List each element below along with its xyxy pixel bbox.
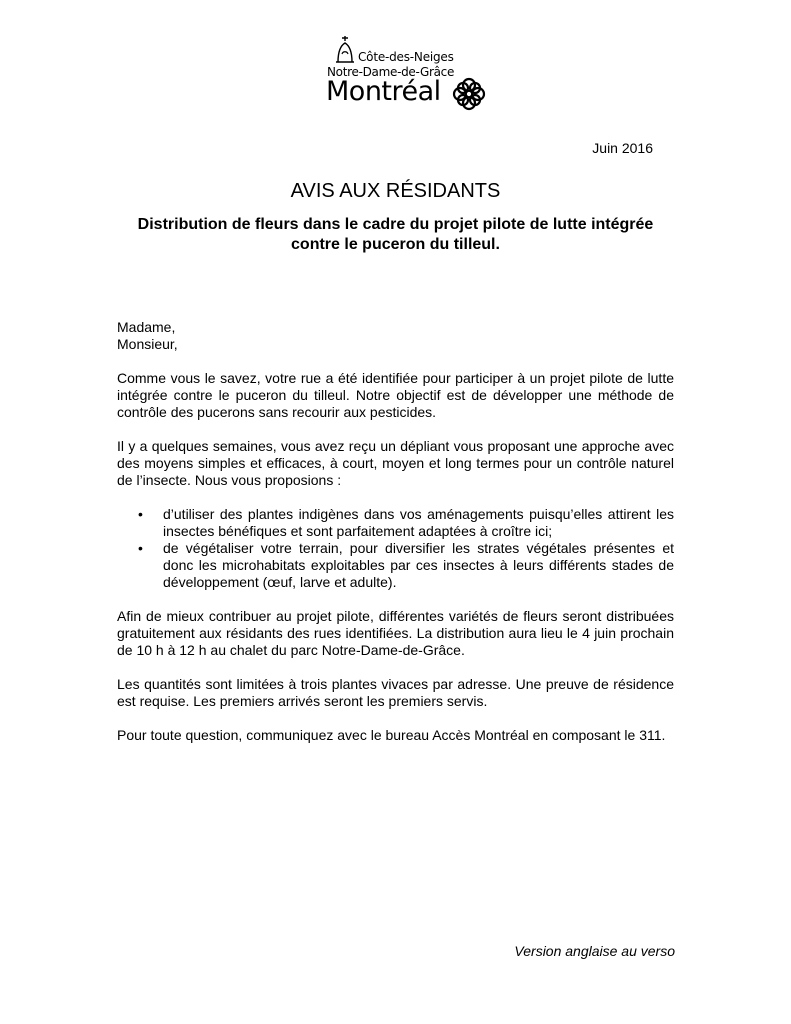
paragraph-2: Il y a quelques semaines, vous avez reçu un dépliant vous proposant une approche avec des moyens simples et efficaces, à court, moyen et long termes pour un contrôle naturel de l’insecte. Nous vous proposions :	[117, 438, 674, 488]
logo-borough-line2: Notre-Dame-de-Grâce	[327, 65, 455, 79]
greeting-line-2: Monsieur,	[117, 336, 178, 352]
list-item-text: d’utiliser des plantes indigènes dans vos aménagements puisqu’elles attirent les insectes bénéfiques et sont parfaitement adaptées à croître ici;	[163, 506, 674, 539]
page-title: AVIS AUX RÉSIDANTS	[290, 180, 501, 202]
greeting	[117, 319, 674, 353]
letter-body	[117, 319, 674, 761]
logo-city-name: Montréal	[326, 76, 441, 107]
list-item	[138, 506, 674, 540]
bullet-glyph: •	[138, 540, 143, 556]
paragraph-4: Les quantités sont limitées à trois plantes vivaces par adresse. Une preuve de résidence est requise. Les premiers arrivés seront les premiers servis.	[117, 676, 674, 709]
logo-borough-line1: Côte-des-Neiges	[358, 50, 454, 64]
page-subtitle: Distribution de fleurs dans le cadre du projet pilote de lutte intégrée contre le puceron du tilleul.	[137, 216, 654, 253]
paragraph-3: Afin de mieux contribuer au projet pilote, différentes variétés de fleurs seront distribuées gratuitement aux résidants des rues identifiées. La distribution aura lieu le 4 juin prochain de 10 h à 12 h au chalet du parc Notre-Dame-de-Grâce.	[117, 608, 674, 658]
borough-crest-icon	[334, 34, 356, 64]
paragraph-5: Pour toute question, communiquez avec le bureau Accès Montréal en composant le 311.	[117, 727, 666, 743]
bullet-glyph: •	[138, 506, 143, 522]
list-item	[138, 540, 674, 591]
greeting-line-1: Madame,	[117, 319, 176, 335]
footer-note: Version anglaise au verso	[514, 943, 675, 959]
list-item-text: de végétaliser votre terrain, pour diversifier les strates végétales présentes et donc les microhabitats exploitables par ces insectes à leurs différents stades de développement (œuf, larve et adulte).	[163, 540, 674, 590]
paragraph-1: Comme vous le savez, votre rue a été identifiée pour participer à un projet pilote de lutte intégrée contre le puceron du tilleul. Notre objectif est de développer une méthode de contrôle des pucerons sans recourir aux pesticides.	[117, 370, 674, 420]
proposal-list	[117, 506, 674, 591]
document-date: Juin 2016	[592, 140, 653, 156]
montreal-borough-logo	[326, 32, 496, 112]
montreal-rosette-icon	[452, 77, 486, 111]
